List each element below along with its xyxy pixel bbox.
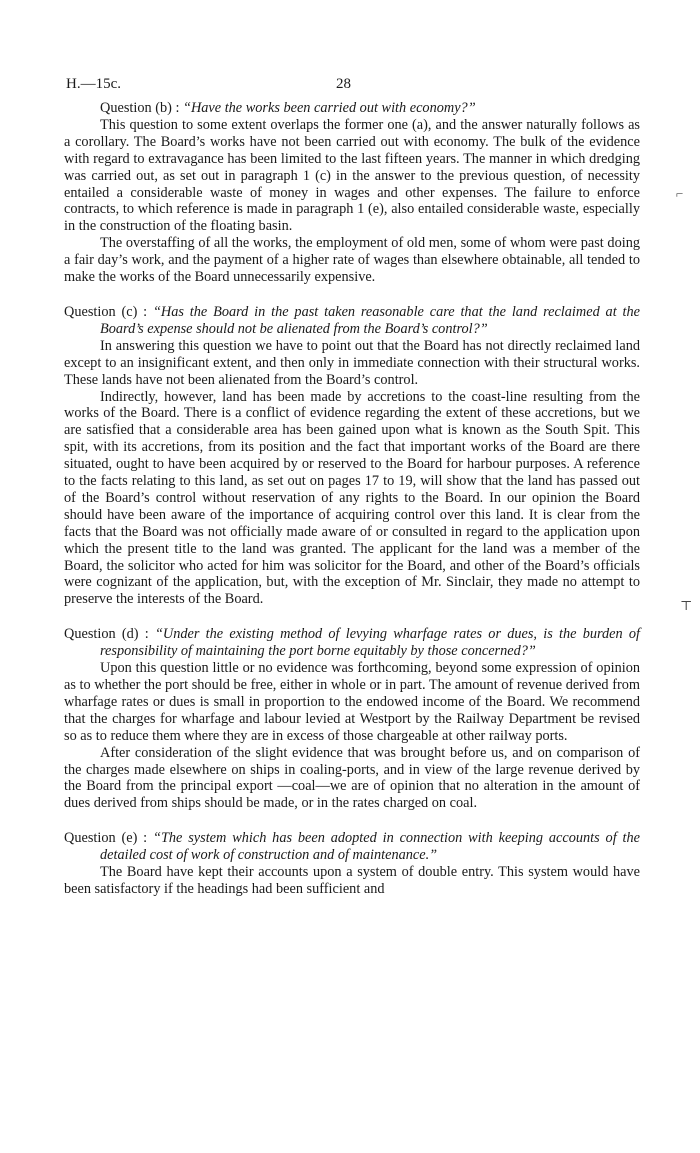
question-d xyxy=(64,626,640,660)
paragraph: In answering this question we have to point out that the Board has not directly reclaimed land except to an insignificant extent, and then only in immediate connection with their structural works. These lands have not been alienated from the Board’s control. xyxy=(64,337,640,388)
question-e xyxy=(64,830,640,864)
scan-mark: ⌐ xyxy=(676,186,684,201)
document-reference: H.—15c. xyxy=(66,76,121,92)
paragraph: Upon this question little or no evidence was forthcoming, beyond some expression of opinion as to whether the port should be free, either in whole or in part. The amount of revenue derived from wharfage rates or dues is small in proportion to the endowed income of the Board. We recommend that the charges for wharfage and labour levied at Westport by the Railway Department be revised so as to reduce them where they are in excess of those chargeable at other railway ports. xyxy=(64,660,640,744)
scan-mark: ⊤ xyxy=(680,598,693,613)
paragraph: The overstaffing of all the works, the employment of old men, some of whom were past doing a fair day’s work, and the payment of a higher rate of wages than elsewhere obtainable, all tended to make the works of the Board unnecessarily expensive. xyxy=(64,235,640,286)
paragraph: After consideration of the slight evidence that was brought before us, and on comparison of the charges made elsewhere on ships in coaling-ports, and in view of the large revenue derived by the Board from the principal export —coal—we are of opinion that no alteration in the amount of dues derived from ships should be made, or in the rates charged on coal. xyxy=(64,744,640,812)
question-text: “The system which has been adopted in connection with keeping accounts of the detailed cost of work of construction and of maintenance.” xyxy=(100,830,640,864)
paragraph: This question to some extent overlaps the former one (a), and the answer naturally follows as a corollary. The Board’s works have not been carried out with economy. The bulk of the evidence with regard to extravagance has been limited to the last fifteen years. The manner in which dredging was carried out, as set out in paragraph 1 (c) in the answer to the previous question, of necessity entailed a considerable waste of money in wages and other expenses. The failure to enforce contracts, to which reference is made in paragraph 1 (e), also entailed considerable waste, especially in the construction of the floating basin. xyxy=(64,116,640,235)
question-b xyxy=(64,100,640,117)
question-text: “Under the existing method of levying wharfage rates or dues, is the burden of responsibility of maintaining the port borne equitably by those concerned?” xyxy=(100,626,641,660)
question-label: Question (c) : xyxy=(64,303,148,320)
question-label: Question (d) : xyxy=(64,626,149,643)
question-label: Question (b) : xyxy=(100,100,180,116)
question-text: “Has the Board in the past taken reasonable care that the land reclaimed at the Board’s expense should not be alienated from the Board’s control?” xyxy=(100,303,640,337)
page-number: 28 xyxy=(336,76,351,92)
paragraph: Indirectly, however, land has been made by accretions to the coast-line resulting from the works of the Board. There is a conflict of evidence regarding the extent of these accretions, but we are satisfied that a considerable area has been gained upon what is known as the South Spit. This spit, with its accretions, from its position and the fact that important works of the Board are there situated, ought to have been acquired by or reserved to the Board for harbour purposes. A reference to the facts relating to this land, as set out on pages 17 to 19, will show that the land has passed out of the Board’s control without reservation of any rights to the Board. In our opinion the Board should have been aware of the importance of acquiring control over this land. It is clear from the facts that the Board was not officially made aware of or consulted in regard to the application upon which the present title to the land was granted. The applicant for the land was a member of the Board, the solicitor who acted for him was solicitor for the Board, and other of the Board’s officials were cognizant of the application, but, with the exception of Mr. Sinclair, they made no attempt to preserve the interests of the Board. xyxy=(64,388,640,608)
paragraph: The Board have kept their accounts upon a system of double entry. This system would have been satisfactory if the headings had been sufficient and xyxy=(64,864,640,897)
document-body xyxy=(64,100,640,898)
question-label: Question (e) : xyxy=(64,830,148,847)
question-c xyxy=(64,304,640,338)
question-text: “Have the works been carried out with economy?” xyxy=(183,100,476,116)
